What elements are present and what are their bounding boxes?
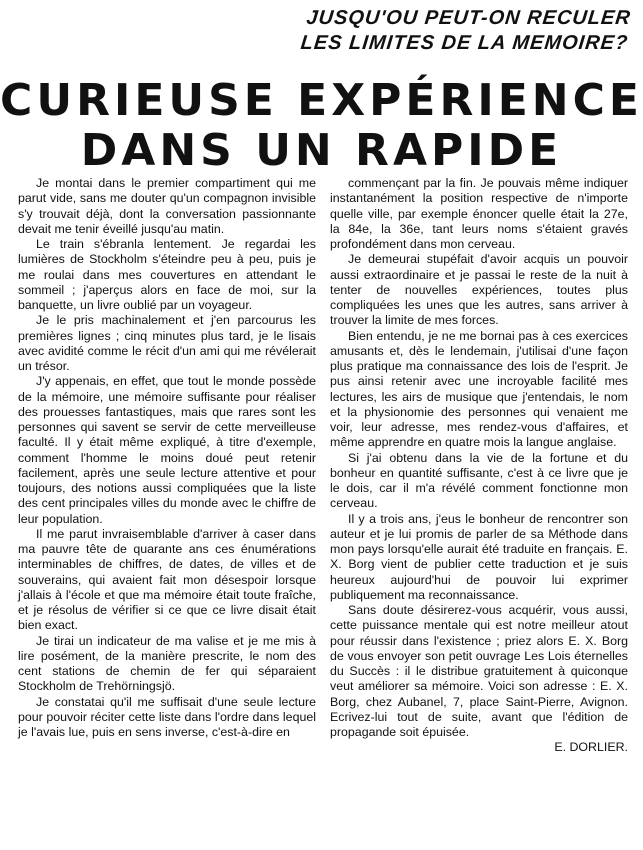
paragraph: Je le pris machinalement et j'en parcourus les premières lignes ; cinq minutes plus tard, je le lisais avec avidité comme le récit d'un ami qui me révélerait un trésor. (18, 313, 316, 373)
paragraph: J'y appenais, en effet, que tout le monde possède de la mémoire, une mémoire suffisante pour réaliser des prouesses fantastiques, mais que rares sont les personnes qui savent se servir de cette merveilleuse faculté. Il y était même expliqué, à titre d'exemple, comment l'homme le moins doué peut retenir facilement, après une seule lecture attentive et pour toujours, des notions aussi compliquées que la liste des cent principales villes du monde avec le chiffre de leur population. (18, 374, 316, 526)
headline-line-2: DANS UN RAPIDE (80, 125, 563, 176)
article-body (18, 176, 628, 846)
paragraph: Je tirai un indicateur de ma valise et je me mis à lire posément, de la manière prescrite, le nom des cent stations de chemin de fer qui séparaient Stockholm de Trehörningsjö. (18, 633, 316, 694)
signature: E. DORLIER. (554, 740, 628, 755)
paragraph: Je constatai qu'il me suffisait d'une seule lecture pour pouvoir réciter cette liste dans l'ordre dans lequel je l'avais lue, puis en sens inverse, c'est-à-dire en (18, 694, 316, 739)
paragraph: commençant par la fin. Je pouvais même indiquer instantanément la position respective de n'importe quelle ville, par exemple énoncer quelle était la 27e, la 84e, la 36e, tant leurs noms s'étaient gravés profondément dans mon cerveau. (330, 176, 628, 251)
paragraph: Il me parut invraisemblable d'arriver à caser dans ma pauvre tête de quarante ans ces énumérations interminables de chiffres, de dates, de villes et de souverains, qui avaient fait mon désespoir lorsque j'allais à l'école et que ma mémoire était toute fraîche, et je résolus de vérifier si ce que ce livre disait était bien exact. (18, 526, 316, 633)
kicker-line-1: JUSQU'OU PEUT-ON RECULER (304, 7, 632, 29)
paragraph: Si j'ai obtenu dans la vie de la fortune et du bonheur en quantité suffisante, c'est à ce livre que je le dois, car il m'a révélé comment fonctionne mon cerveau. (330, 450, 628, 511)
headline-line-1: CURIEUSE EXPÉRIENCE (0, 75, 643, 126)
column-left (18, 176, 316, 846)
kicker (299, 6, 632, 56)
kicker-line-2: LES LIMITES DE LA MEMOIRE? (299, 32, 629, 54)
paragraph: Sans doute désirerez-vous acquérir, vous aussi, cette puissance mentale qui est notre meilleur atout pour réussir dans l'existence ; priez alors E. X. Borg de vous envoyer son petit ouvrage Les Lois éternelles du Succès : il le distribue gratuitement à quiconque veut améliorer sa mémoire. Voici son adresse : E. X. Borg, chez Aubanel, 7, place Saint-Pierre, Avignon. Ecrivez-lui tout de suite, avant que l'édition de propagande soit épuisée. (330, 603, 628, 739)
paragraph: Bien entendu, je ne me bornai pas à ces exercices amusants et, dès le lendemain, j'utilisai d'une façon plus pratique ma connaissance des lois de l'esprit. Je pus ainsi retenir avec une incroyable facilité mes lectures, les airs de musique que j'entendais, le nom et la physionomie des personnes qui venaient me voir, leur adresse, mes rendez-vous d'affaires, et même apprendre en quatre mois la langue anglaise. (330, 328, 628, 450)
paragraph: Il y a trois ans, j'eus le bonheur de rencontrer son auteur et je lui promis de parler de sa Méthode dans mon pays lorsqu'elle aurait été traduite en français. E. X. Borg vient de publier cette traduction et je suis heureux aujourd'hui de pouvoir lui exprimer publiquement ma reconnaissance. (330, 511, 628, 602)
paragraph: Je montai dans le premier compartiment qui me parut vide, sans me douter qu'un compagnon invisible s'y trouvait déjà, dont la conversation passionnante devait me tenir éveillé jusqu'au matin. (18, 176, 316, 236)
paragraph: Je demeurai stupéfait d'avoir acquis un pouvoir aussi extraordinaire et je passai le reste de la nuit à tenter de nouvelles expériences, toutes plus compliquées les unes que les autres, sans arriver à trouver la limite de mes forces. (330, 252, 628, 328)
paragraph: Le train s'ébranla lentement. Je regardai les lumières de Stockholm s'éteindre peu à peu, puis je me roulai dans mes couvertures en attendant le sommeil ; j'aperçus alors en face de moi, sur la banquette, un livre oublié par un voyageur. (18, 237, 316, 312)
column-right (330, 176, 628, 846)
headline (0, 76, 643, 176)
